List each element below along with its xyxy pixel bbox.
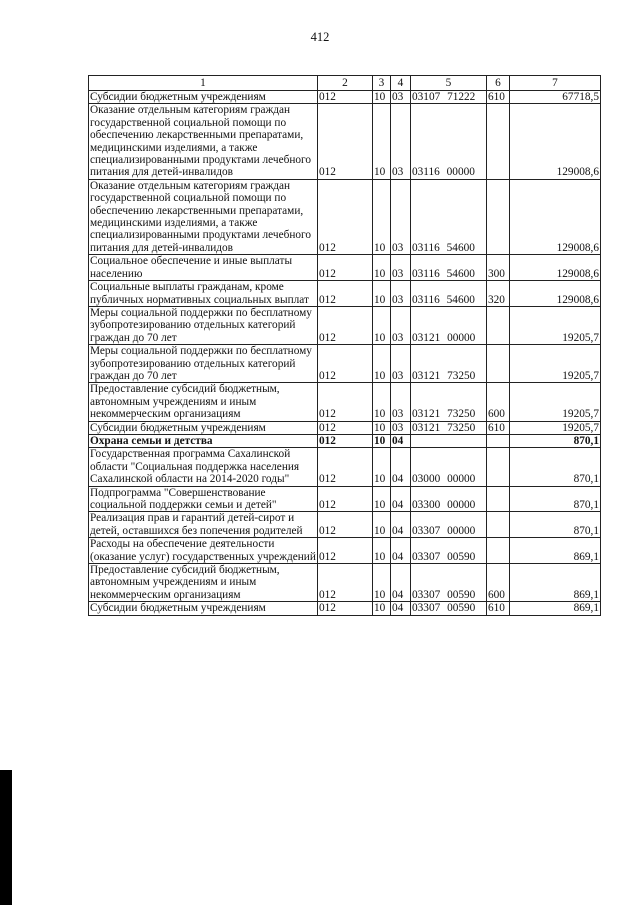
amount: 129008,6	[510, 255, 601, 281]
section-code: 10	[373, 564, 391, 602]
target-article-code: 03307 00000	[411, 512, 487, 538]
expense-type-code	[487, 179, 510, 254]
amount: 869,1	[510, 602, 601, 615]
subsection-code: 04	[391, 448, 411, 486]
amount: 19205,7	[510, 345, 601, 383]
column-header: 2	[318, 76, 373, 91]
section-code: 10	[373, 448, 391, 486]
column-header: 7	[510, 76, 601, 91]
target-article-code: 03121 73250	[411, 345, 487, 383]
row-name: Подпрограмма "Совершенствование социальной поддержки семьи и детей"	[89, 486, 318, 512]
expense-type-code: 610	[487, 602, 510, 615]
section-code: 10	[373, 179, 391, 254]
table-row	[89, 421, 601, 434]
ministry-code: 012	[318, 255, 373, 281]
subsection-code: 04	[391, 538, 411, 564]
subsection-code: 03	[391, 306, 411, 344]
ministry-code: 012	[318, 486, 373, 512]
ministry-code: 012	[318, 104, 373, 179]
table-row	[89, 602, 601, 615]
amount: 129008,6	[510, 104, 601, 179]
subsection-code: 03	[391, 179, 411, 254]
row-name: Реализация прав и гарантий детей-сирот и детей, оставшихся без попечения родителей	[89, 512, 318, 538]
budget-table	[88, 75, 601, 616]
ministry-code: 012	[318, 602, 373, 615]
expense-type-code	[487, 538, 510, 564]
row-name: Социальные выплаты гражданам, кроме публичных нормативных социальных выплат	[89, 281, 318, 307]
expense-type-code: 300	[487, 255, 510, 281]
amount: 870,1	[510, 448, 601, 486]
subsection-code: 04	[391, 564, 411, 602]
section-code: 10	[373, 91, 391, 104]
expense-type-code	[487, 448, 510, 486]
section-code: 10	[373, 383, 391, 421]
section-code: 10	[373, 104, 391, 179]
amount: 19205,7	[510, 421, 601, 434]
subsection-code: 03	[391, 104, 411, 179]
table-row	[89, 512, 601, 538]
target-article-code: 03300 00000	[411, 486, 487, 512]
expense-type-code	[487, 512, 510, 538]
target-article-code: 03307 00590	[411, 564, 487, 602]
section-code: 10	[373, 434, 391, 447]
subsection-code: 03	[391, 345, 411, 383]
expense-type-code	[487, 486, 510, 512]
target-article-code: 03116 54600	[411, 179, 487, 254]
row-name: Субсидии бюджетным учреждениям	[89, 91, 318, 104]
section-code: 10	[373, 255, 391, 281]
amount: 129008,6	[510, 179, 601, 254]
expense-type-code	[487, 104, 510, 179]
ministry-code: 012	[318, 306, 373, 344]
row-name: Оказание отдельным категориям граждан государственной социальной помощи по обеспечению лекарственными препаратами, медицинскими изделиями, а также специализированными продуктами лечебного питания для детей-инвалидов	[89, 104, 318, 179]
target-article-code	[411, 434, 487, 447]
table-row	[89, 179, 601, 254]
subsection-code: 03	[391, 421, 411, 434]
target-article-code: 03116 54600	[411, 281, 487, 307]
amount: 19205,7	[510, 383, 601, 421]
expense-type-code: 600	[487, 564, 510, 602]
expense-type-code	[487, 434, 510, 447]
target-article-code: 03121 00000	[411, 306, 487, 344]
ministry-code: 012	[318, 91, 373, 104]
ministry-code: 012	[318, 448, 373, 486]
row-name: Социальное обеспечение и иные выплаты населению	[89, 255, 318, 281]
amount: 19205,7	[510, 306, 601, 344]
ministry-code: 012	[318, 383, 373, 421]
table-row	[89, 448, 601, 486]
column-header: 6	[487, 76, 510, 91]
section-code: 10	[373, 281, 391, 307]
target-article-code: 03307 00590	[411, 602, 487, 615]
row-name: Меры социальной поддержки по бесплатному зубопротезированию отдельных категорий граждан до 70 лет	[89, 345, 318, 383]
ministry-code: 012	[318, 538, 373, 564]
target-article-code: 03116 54600	[411, 255, 487, 281]
amount: 869,1	[510, 564, 601, 602]
ministry-code: 012	[318, 512, 373, 538]
row-name: Расходы на обеспечение деятельности (оказание услуг) государственных учреждений	[90, 538, 316, 563]
amount: 870,1	[510, 486, 601, 512]
expense-type-code: 600	[487, 383, 510, 421]
target-article-code: 03116 00000	[411, 104, 487, 179]
expense-type-code: 610	[487, 91, 510, 104]
target-article-code: 03121 73250	[411, 421, 487, 434]
table-row	[89, 255, 601, 281]
column-header: 3	[373, 76, 391, 91]
target-article-code: 03107 71222	[411, 91, 487, 104]
row-name: Предоставление субсидий бюджетным, автономным учреждениям и иным некоммерческим организациям	[89, 383, 318, 421]
target-article-code: 03121 73250	[411, 383, 487, 421]
ministry-code: 012	[318, 421, 373, 434]
amount: 869,1	[510, 538, 601, 564]
subsection-code: 03	[391, 255, 411, 281]
ministry-code: 012	[318, 434, 373, 447]
column-header: 4	[391, 76, 411, 91]
section-code: 10	[373, 512, 391, 538]
section-code: 10	[373, 602, 391, 615]
table-row	[89, 345, 601, 383]
table-row	[89, 383, 601, 421]
column-header: 5	[411, 76, 487, 91]
row-name: Государственная программа Сахалинской области "Социальная поддержка населения Сахалинской области на 2014-2020 годы"	[89, 448, 318, 486]
section-code: 10	[373, 421, 391, 434]
amount: 129008,6	[510, 281, 601, 307]
table-row	[89, 91, 601, 104]
subsection-code: 03	[391, 91, 411, 104]
subsection-code: 04	[391, 602, 411, 615]
table-row	[89, 281, 601, 307]
subsection-code: 03	[391, 383, 411, 421]
expense-type-code: 320	[487, 281, 510, 307]
scan-edge-shadow	[0, 770, 12, 905]
row-name: Субсидии бюджетным учреждениям	[89, 421, 318, 434]
section-code: 10	[373, 486, 391, 512]
table-row	[89, 538, 601, 564]
amount: 870,1	[510, 512, 601, 538]
subsection-code: 04	[391, 434, 411, 447]
subsection-code: 03	[391, 281, 411, 307]
page-number: 412	[310, 30, 330, 44]
section-code: 10	[373, 306, 391, 344]
amount: 67718,5	[510, 91, 601, 104]
row-name: Оказание отдельным категориям граждан государственной социальной помощи по обеспечению лекарственными препаратами, медицинскими изделиями, а также специализированными продуктами лечебного питания для детей-инвалидов	[89, 179, 318, 254]
section-code: 10	[373, 345, 391, 383]
row-name: Субсидии бюджетным учреждениям	[89, 602, 318, 615]
ministry-code: 012	[318, 179, 373, 254]
subsection-code: 04	[391, 512, 411, 538]
table-row	[89, 434, 601, 447]
target-article-code: 03000 00000	[411, 448, 487, 486]
ministry-code: 012	[318, 345, 373, 383]
row-name: Охрана семьи и детства	[89, 434, 318, 447]
column-header: 1	[89, 76, 318, 91]
target-article-code: 03307 00590	[411, 538, 487, 564]
ministry-code: 012	[318, 281, 373, 307]
table-row	[89, 306, 601, 344]
expense-type-code	[487, 306, 510, 344]
amount: 870,1	[510, 434, 601, 447]
header-row	[89, 76, 601, 91]
table-row	[89, 486, 601, 512]
ministry-code: 012	[318, 564, 373, 602]
row-name: Меры социальной поддержки по бесплатному зубопротезированию отдельных категорий граждан до 70 лет	[89, 306, 318, 344]
section-code: 10	[373, 538, 391, 564]
expense-type-code	[487, 345, 510, 383]
table-row	[89, 564, 601, 602]
row-name: Предоставление субсидий бюджетным, автономным учреждениям и иным некоммерческим организациям	[89, 564, 318, 602]
table-row	[89, 104, 601, 179]
subsection-code: 04	[391, 486, 411, 512]
expense-type-code: 610	[487, 421, 510, 434]
